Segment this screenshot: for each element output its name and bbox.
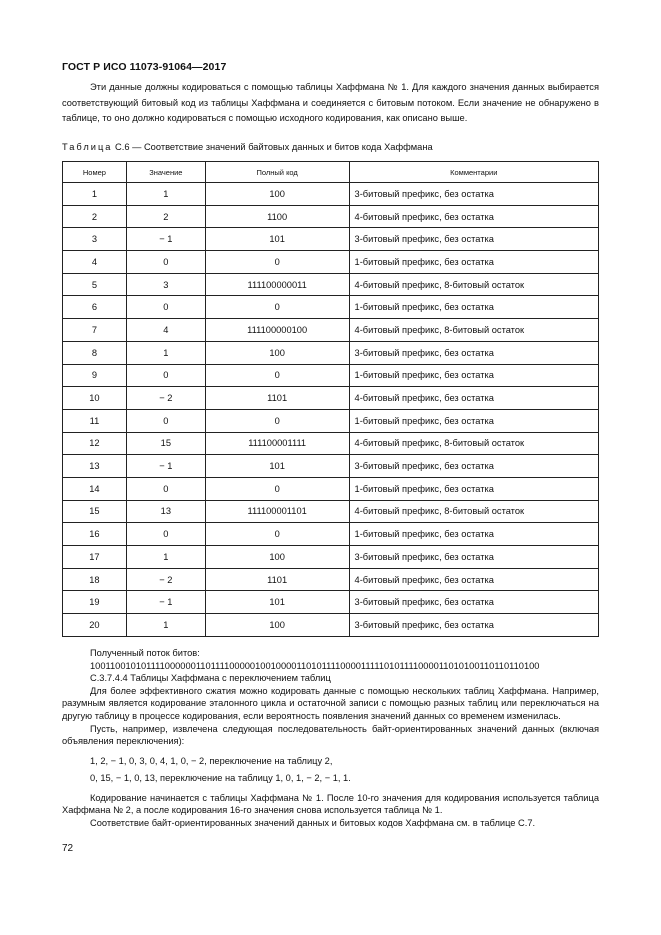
cell-value: 13 (126, 500, 205, 523)
cell-comment: 4-битовый префикс, без остатка (349, 387, 598, 410)
cell-full-code: 0 (205, 477, 349, 500)
cell-number: 9 (63, 364, 127, 387)
cell-value: 1 (126, 183, 205, 206)
cell-comment: 1-битовый префикс, без остатка (349, 523, 598, 546)
cell-value: 1 (126, 614, 205, 637)
cell-number: 16 (63, 523, 127, 546)
cell-value: 1 (126, 546, 205, 569)
cell-number: 14 (63, 477, 127, 500)
cell-comment: 1-битовый префикс, без остатка (349, 364, 598, 387)
cell-full-code: 1101 (205, 568, 349, 591)
table-row (63, 432, 599, 455)
cell-full-code: 111100001111 (205, 432, 349, 455)
cell-value: 15 (126, 432, 205, 455)
table-row (63, 568, 599, 591)
table-row (63, 500, 599, 523)
cell-comment: 3-битовый префикс, без остатка (349, 591, 598, 614)
table-row (63, 341, 599, 364)
cell-comment: 3-битовый префикс, без остатка (349, 455, 598, 478)
cell-comment: 4-битовый префикс, без остатка (349, 205, 598, 228)
table-row (63, 183, 599, 206)
table-caption (62, 142, 433, 152)
cell-full-code: 0 (205, 364, 349, 387)
table-row (63, 591, 599, 614)
cell-value: 0 (126, 251, 205, 274)
cell-full-code: 101 (205, 228, 349, 251)
cell-number: 11 (63, 409, 127, 432)
cell-value: 0 (126, 477, 205, 500)
bit-stream-value: 100110010101111000000110111100000100100001101011110000111110101111000011010100110110110100 (90, 660, 540, 671)
cell-full-code: 0 (205, 251, 349, 274)
table-row (63, 455, 599, 478)
section-heading: С.3.7.4.4 Таблицы Хаффмана с переключением таблиц (90, 673, 331, 684)
table-row (63, 477, 599, 500)
cell-full-code: 0 (205, 523, 349, 546)
bit-stream-label: Полученный поток битов: (90, 648, 200, 658)
cell-value: − 1 (126, 455, 205, 478)
table-body (63, 183, 599, 637)
cell-value: 0 (126, 523, 205, 546)
cell-full-code: 0 (205, 296, 349, 319)
table-row (63, 251, 599, 274)
cell-comment: 4-битовый префикс, без остатка (349, 568, 598, 591)
table-row (63, 614, 599, 637)
table-row (63, 273, 599, 296)
cell-value: 3 (126, 273, 205, 296)
table-caption-text: С.6 — Соответствие значений байтовых данных и битов кода Хаффмана (112, 142, 433, 152)
cell-number: 17 (63, 546, 127, 569)
cell-comment: 4-битовый префикс, 8-битовый остаток (349, 319, 598, 342)
cell-comment: 3-битовый префикс, без остатка (349, 341, 598, 364)
cell-number: 4 (63, 251, 127, 274)
cell-full-code: 101 (205, 591, 349, 614)
column-header-value: Значение (126, 162, 205, 183)
cell-number: 12 (63, 432, 127, 455)
cell-comment: 1-битовый префикс, без остатка (349, 296, 598, 319)
cell-number: 13 (63, 455, 127, 478)
page-number: 72 (62, 843, 74, 854)
table-row (63, 205, 599, 228)
cell-full-code: 100 (205, 546, 349, 569)
cell-number: 19 (63, 591, 127, 614)
column-header-comments: Комментарии (349, 162, 598, 183)
paragraph-example: Пусть, например, извлечена следующая последовательность байт-ориентированных значений данных (включая объявления переключения): (62, 723, 599, 747)
cell-full-code: 100 (205, 183, 349, 206)
cell-comment: 1-битовый префикс, без остатка (349, 251, 598, 274)
cell-full-code: 111100000011 (205, 273, 349, 296)
column-header-full-code: Полный код (205, 162, 349, 183)
cell-number: 15 (63, 500, 127, 523)
paragraph-encoding-start: Кодирование начинается с таблицы Хаффмана № 1. После 10-го значения для кодирования используется таблица Хаффмана № 2, а после кодирования 16-го значения снова используется таблица № 1. (62, 792, 599, 816)
cell-comment: 3-битовый префикс, без остатка (349, 183, 598, 206)
cell-value: 1 (126, 341, 205, 364)
cell-number: 7 (63, 319, 127, 342)
table-caption-prefix: Таблица (62, 142, 113, 152)
cell-full-code: 100 (205, 341, 349, 364)
paragraph-reference: Соответствие байт-ориентированных значений данных и битовых кодов Хаффмана см. в таблице С.7. (90, 817, 536, 828)
cell-comment: 4-битовый префикс, 8-битовый остаток (349, 500, 598, 523)
cell-comment: 1-битовый префикс, без остатка (349, 477, 598, 500)
cell-comment: 1-битовый префикс, без остатка (349, 409, 598, 432)
cell-full-code: 0 (205, 409, 349, 432)
cell-comment: 3-битовый префикс, без остатка (349, 228, 598, 251)
post-table-text (62, 647, 599, 830)
cell-full-code: 1100 (205, 205, 349, 228)
cell-number: 5 (63, 273, 127, 296)
paragraph-compression: Для более эффективного сжатия можно кодировать данные с помощью нескольких таблиц Хаффмана. Например, разумным является кодирование эталонного цикла и остаточной записи с помощью разных таблиц или переключаться на другую таблицу в процессе кодирования, если вероятность появления значений данных со временем изменилась. (62, 685, 599, 721)
cell-value: 4 (126, 319, 205, 342)
cell-number: 3 (63, 228, 127, 251)
column-header-number: Номер (63, 162, 127, 183)
table-header-row (63, 162, 599, 183)
cell-value: 0 (126, 409, 205, 432)
cell-value: − 1 (126, 591, 205, 614)
cell-number: 18 (63, 568, 127, 591)
cell-value: 0 (126, 296, 205, 319)
cell-full-code: 1101 (205, 387, 349, 410)
table-row (63, 523, 599, 546)
cell-comment: 4-битовый префикс, 8-битовый остаток (349, 432, 598, 455)
cell-number: 6 (63, 296, 127, 319)
cell-value: − 1 (126, 228, 205, 251)
cell-number: 8 (63, 341, 127, 364)
table-row (63, 319, 599, 342)
cell-comment: 3-битовый префикс, без остатка (349, 546, 598, 569)
intro-paragraph: Эти данные должны кодироваться с помощью таблицы Хаффмана № 1. Для каждого значения данных выбирается соответствующий битовый код из таблицы Хаффмана и соединяется с битовым потоком. Если значение не обнаружено в таблице, то оно должно кодироваться с помощью исходного кодирования, как описано выше. (62, 82, 599, 123)
cell-number: 1 (63, 183, 127, 206)
table-row (63, 409, 599, 432)
cell-full-code: 100 (205, 614, 349, 637)
cell-comment: 4-битовый префикс, 8-битовый остаток (349, 273, 598, 296)
cell-number: 10 (63, 387, 127, 410)
table-row (63, 387, 599, 410)
table-row (63, 228, 599, 251)
cell-value: 2 (126, 205, 205, 228)
table-row (63, 296, 599, 319)
table-row (63, 364, 599, 387)
sequence-line-2: 0, 15, − 1, 0, 13, переключение на таблицу 1, 0, 1, − 2, − 1, 1. (90, 772, 351, 783)
cell-full-code: 101 (205, 455, 349, 478)
value-sequence (62, 753, 599, 787)
cell-number: 2 (63, 205, 127, 228)
huffman-table (62, 161, 599, 637)
document-header: ГОСТ Р ИСО 11073-91064—2017 (62, 61, 227, 73)
cell-value: − 2 (126, 387, 205, 410)
cell-comment: 3-битовый префикс, без остатка (349, 614, 598, 637)
cell-full-code: 111100000100 (205, 319, 349, 342)
sequence-line-1: 1, 2, − 1, 0, 3, 0, 4, 1, 0, − 2, переключение на таблицу 2, (90, 755, 333, 766)
cell-value: − 2 (126, 568, 205, 591)
cell-value: 0 (126, 364, 205, 387)
cell-number: 20 (63, 614, 127, 637)
cell-full-code: 111100001101 (205, 500, 349, 523)
table-row (63, 546, 599, 569)
